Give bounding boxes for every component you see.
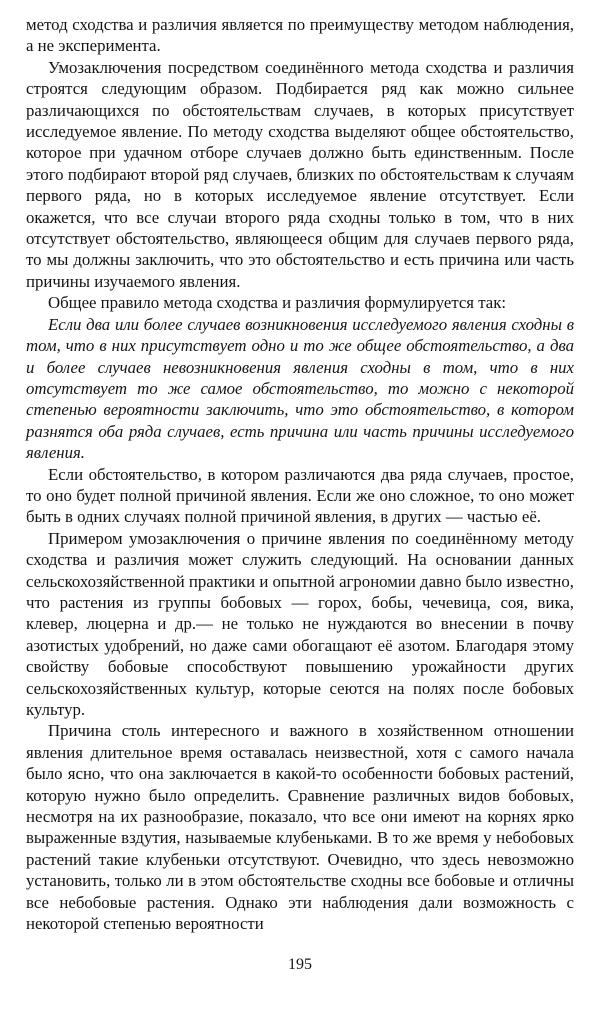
page-number: 195 — [288, 956, 312, 973]
paragraph-nodules-reasoning: Причина столь интересного и важного в хозяйственном отношении явления длительное время оставалась неизвестной, хотя с самого начала было ясно, что она заключается в какой-то особенности бобовых растений, которую нужно было определить. Сравнение различных видов бобовых, несмотря на их разнообразие, показало, что все они имеют на корнях ярко выраженные вздутия, называемые клубеньками. В то же время у небобовых растений такие клубеньки отсутствуют. Очевидно, что здесь невозможно установить, только ли в этом обстоятельстве сходны все бобовые и отличны все небобовые растения. Однако эти наблюдения дали возможность с некоторой степенью вероятности — [26, 721, 574, 934]
paragraph-simple-complex-cause: Если обстоятельство, в котором различаются два ряда случаев, простое, то оно будет полной причиной явления. Если же оно сложное, то оно может быть в одних случаях полной причиной явления, в других — частью её. — [26, 464, 574, 527]
page-body — [26, 14, 574, 934]
paragraph-continuation: метод сходства и различия является по преимуществу методом наблюдения, а не эксперимента. — [26, 15, 574, 56]
paragraph-joint-method-procedure: Умозаключения посредством соединённого метода сходства и различия строятся следующим образом. Подбирается ряд как можно сильнее различающихся по обстоятельствам случаев, в которых присутствует исследуемое явление. По методу сходства выделяют общее обстоятельство, которое при удачном отборе случаев должно быть единственным. После этого подбирают второй ряд случаев, близких по обстоятельствам к случаям первого ряда, но в которых исследуемое явление отсутствует. Если окажется, что все случаи второго ряда сходны только в том, что в них отсутствует обстоятельство, являющееся общим для случаев первого ряда, то мы должны заключить, что это обстоятельство и есть причина или часть причины изучаемого явления. — [26, 57, 574, 291]
paragraph-rule-intro: Общее правило метода сходства и различия формулируется так: — [48, 293, 507, 313]
paragraph-legumes-example: Примером умозаключения о причине явления по соединённому методу сходства и различия может служить следующий. На основании данных сельскохозяйственной практики и опытной агрономии давно было известно, что растения из группы бобовых — горох, бобы, чечевица, соя, вика, клевер, люцерна и др.— не только не нуждаются во внесении в почву азотистых удобрений, но даже сами обогащают её азотом. Благодаря этому свойству бобовые способствуют повышению урожайности других сельскохозяйственных культур, которые сеются на полях после бобовых культур. — [26, 528, 574, 719]
paragraph-rule-statement: Если два или более случаев возникновения исследуемого явления сходны в том, что в них присутствует одно и то же общее обстоятельство, а два и более случаев невозникновения явления сходны в том, что в них отсутствует то же самое обстоятельство, то можно с некоторой степенью вероятности заключить, что это обстоятельство, в котором разнятся оба ряда случаев, есть причина или часть причины исследуемого явления. — [26, 314, 574, 463]
